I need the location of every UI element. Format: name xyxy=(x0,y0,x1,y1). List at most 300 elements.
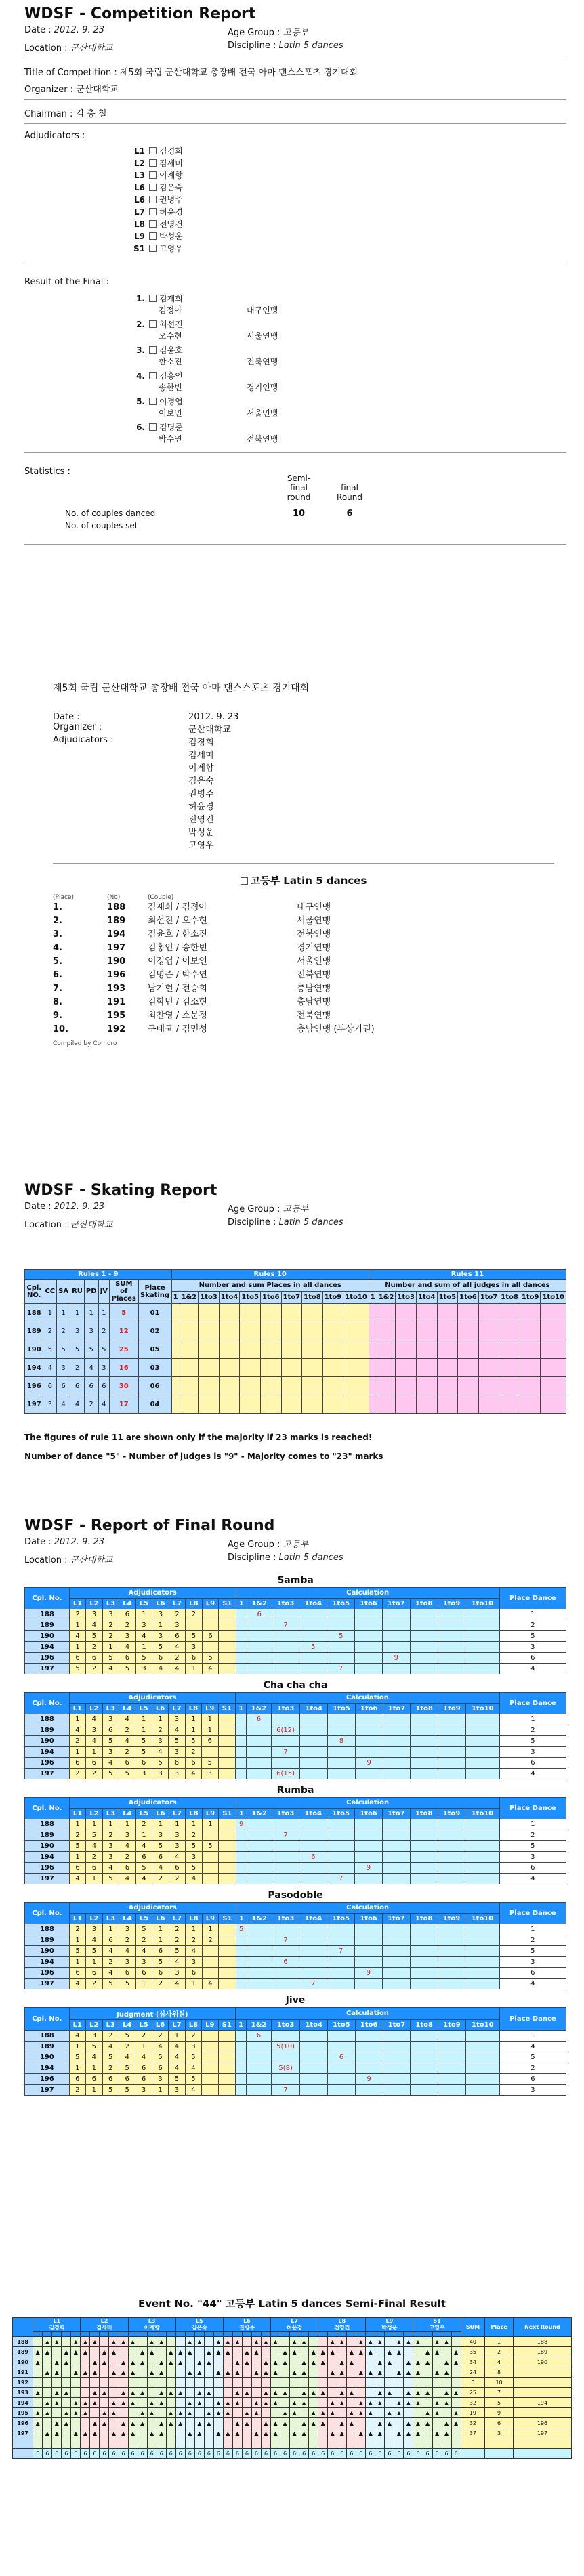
mark-icon xyxy=(100,2398,109,2408)
judge-mark: 4 xyxy=(202,1979,218,1989)
table-row xyxy=(25,1924,566,1935)
mark-icon xyxy=(71,2378,81,2388)
square-icon xyxy=(149,245,157,252)
result-club: 서울연맹 xyxy=(247,408,278,418)
mark-icon xyxy=(366,2388,375,2398)
calc-cell xyxy=(240,1377,261,1395)
mark-count: 6 xyxy=(223,2449,232,2459)
judge-mark: 6 xyxy=(119,2074,135,2085)
judge-header: S1 xyxy=(219,1599,236,1609)
calc-col-header: 1 xyxy=(171,1292,180,1304)
place-value: 2 xyxy=(485,2347,514,2357)
mark-icon: ▲ xyxy=(157,2337,166,2347)
table-row xyxy=(25,1620,566,1631)
judge-mark: 3 xyxy=(186,1852,202,1863)
mark-icon: ▲ xyxy=(213,2408,223,2418)
judge-mark: 4 xyxy=(102,1664,119,1674)
calc-value xyxy=(236,1841,247,1852)
mark-icon xyxy=(242,2378,251,2388)
judge-mark: 3 xyxy=(169,1841,185,1852)
mark-icon: ▲ xyxy=(394,2428,404,2438)
calc-value xyxy=(236,1874,247,1884)
mark-icon: ▲ xyxy=(242,2347,251,2357)
calc-value xyxy=(272,1609,299,1620)
mark-icon xyxy=(261,2378,270,2388)
organizer xyxy=(24,82,566,95)
calc-cell xyxy=(369,1395,377,1414)
mark-icon xyxy=(52,2378,62,2388)
calc-header: 1to5 xyxy=(327,1914,355,1924)
calc-value xyxy=(411,2063,438,2074)
mark-icon xyxy=(280,2428,290,2438)
cpl-header: Cpl. No. xyxy=(25,1588,70,1609)
cpl-header: Cpl. No. xyxy=(25,1693,70,1714)
calc-value xyxy=(465,2074,499,2085)
dance-place: 4 xyxy=(84,1359,98,1377)
calc-header: 1to6 xyxy=(355,1809,383,1819)
result-male: 최선진 xyxy=(159,320,183,329)
place-dance: 6 xyxy=(499,1653,566,1664)
statistics xyxy=(24,467,566,548)
adjudicator-item xyxy=(126,230,566,242)
mark-icon: ▲ xyxy=(119,2388,128,2398)
mark-count: 6 xyxy=(309,2449,318,2459)
summary-couple: 김재희 / 김정아 xyxy=(148,902,207,912)
mark-icon: ▲ xyxy=(194,2418,204,2428)
judge-mark: 6 xyxy=(119,1653,135,1664)
mark-icon xyxy=(309,2438,318,2449)
mark-icon xyxy=(138,2438,147,2449)
judge-header: L9 xyxy=(202,1704,218,1714)
dance-place: 3 xyxy=(70,1322,85,1340)
judge-mark xyxy=(218,1747,236,1758)
mark-icon: ▲ xyxy=(194,2367,204,2378)
judge-mark: 1 xyxy=(135,2042,152,2052)
mark-icon xyxy=(43,2388,52,2398)
calc-cell xyxy=(458,1359,479,1377)
summary-adjudicator: 박성운 xyxy=(188,828,214,838)
cpl-no: 189 xyxy=(13,2347,33,2357)
calc-value xyxy=(236,2074,247,2085)
table-row xyxy=(25,1714,566,1725)
calc-value xyxy=(465,1874,499,1884)
calc-cell xyxy=(520,1395,541,1414)
calc-value xyxy=(382,1957,410,1968)
mark-icon: ▲ xyxy=(52,2418,62,2428)
judge-mark: 4 xyxy=(86,1935,102,1946)
cpl-no: 197 xyxy=(25,1395,43,1414)
summary-row xyxy=(53,1009,554,1023)
calc-cell xyxy=(219,1395,240,1414)
mark-icon: ▲ xyxy=(138,2388,147,2398)
final-meta-2 xyxy=(24,1553,566,1565)
judge-mark: 5 xyxy=(169,1736,185,1747)
calc-value xyxy=(271,1758,299,1769)
calc-value xyxy=(410,1830,438,1841)
calc-value xyxy=(300,1736,328,1747)
calc-value xyxy=(236,1979,247,1989)
calc-cell xyxy=(199,1340,220,1359)
adjudicator-name: 권병주 xyxy=(159,195,183,205)
square-icon xyxy=(149,208,157,215)
calc-col-header: 1to10 xyxy=(343,1292,369,1304)
mark-icon: ▲ xyxy=(90,2398,100,2408)
judge-mark: 1 xyxy=(102,1642,119,1653)
table-row xyxy=(13,2438,572,2449)
calc-value xyxy=(465,1924,499,1935)
place-value: 5 xyxy=(485,2398,514,2408)
judge-mark: 4 xyxy=(169,1979,185,1989)
square-icon xyxy=(149,372,157,379)
summary-adjudicator: 고영우 xyxy=(188,841,214,851)
mark-icon xyxy=(147,2418,157,2428)
calc-value xyxy=(236,1747,247,1758)
calc-col-header: 1to3 xyxy=(199,1292,220,1304)
title-of-competition xyxy=(24,65,566,78)
mark-icon: ▲ xyxy=(109,2347,119,2357)
mark-icon xyxy=(71,2418,81,2428)
calc-value xyxy=(465,1935,499,1946)
place-value: 3 xyxy=(485,2428,514,2438)
judge-mark xyxy=(202,1747,218,1758)
mark-icon: ▲ xyxy=(81,2347,90,2357)
spacer xyxy=(126,356,159,367)
judge-mark: 6 xyxy=(119,1609,135,1620)
judge-mark: 5 xyxy=(102,1874,119,1884)
calc-value xyxy=(355,1664,383,1674)
mark-icon xyxy=(290,2378,299,2388)
mark-icon: ▲ xyxy=(43,2347,52,2357)
summary-club: 서울연맹 xyxy=(297,916,331,926)
calc-cell xyxy=(478,1395,499,1414)
judge-header: L9 xyxy=(202,1599,218,1609)
judge-mark: 2 xyxy=(185,2031,201,2042)
mark-count: 6 xyxy=(43,2449,52,2459)
judge-header: L5 xyxy=(135,1599,152,1609)
dance-col-header: PD xyxy=(84,1280,98,1304)
dance-sub-header xyxy=(100,2332,109,2337)
mark-icon xyxy=(366,2418,375,2428)
sum-places: 17 xyxy=(110,1395,138,1414)
mark-count: 6 xyxy=(251,2449,261,2459)
mark-icon: ▲ xyxy=(223,2408,232,2418)
cpl-no xyxy=(13,2438,33,2449)
discipline-label: Discipline : xyxy=(228,41,276,51)
judge-mark: 6 xyxy=(102,1935,119,1946)
judge-mark xyxy=(202,1968,218,1979)
place-dance: 6 xyxy=(499,2074,566,2085)
mark-icon xyxy=(175,2378,185,2388)
calc-value xyxy=(271,2074,299,2085)
calc-value xyxy=(411,1769,438,1779)
mark-icon: ▲ xyxy=(432,2347,442,2357)
calc-value xyxy=(383,1714,411,1725)
calc-value xyxy=(438,2052,466,2063)
mark-icon: ▲ xyxy=(375,2388,385,2398)
calc-value: 8 xyxy=(328,1736,356,1747)
mark-icon: ▲ xyxy=(232,2337,242,2347)
result-line-1 xyxy=(126,370,566,381)
mark-count: 6 xyxy=(385,2449,394,2459)
mark-icon: ▲ xyxy=(71,2347,81,2357)
mark-icon xyxy=(52,2347,62,2357)
mark-icon: ▲ xyxy=(100,2347,109,2357)
calc-value xyxy=(272,1968,299,1979)
calc-value xyxy=(328,1769,356,1779)
calc-cell xyxy=(322,1377,343,1395)
dance-place: 6 xyxy=(84,1377,98,1395)
result-line-1 xyxy=(126,396,566,407)
judge-mark xyxy=(202,2031,218,2042)
mark-icon: ▲ xyxy=(52,2428,62,2438)
mark-icon xyxy=(337,2378,347,2388)
judge-mark: 4 xyxy=(185,2085,201,2096)
dance-place: 3 xyxy=(57,1359,70,1377)
mark-count: 6 xyxy=(271,2449,280,2459)
judge-mark: 5 xyxy=(102,2052,119,2063)
judge-mark: 3 xyxy=(135,2085,152,2096)
judge-header: L6 xyxy=(152,1809,169,1819)
place-dance: 1 xyxy=(499,1714,566,1725)
mark-icon xyxy=(157,2347,166,2357)
calc-cell xyxy=(240,1359,261,1377)
judge-mark: 2 xyxy=(152,2031,168,2042)
mark-icon: ▲ xyxy=(366,2408,375,2418)
calc-value xyxy=(236,1758,247,1769)
mark-icon: ▲ xyxy=(71,2398,81,2408)
adjudicator-code: L6 xyxy=(134,195,145,205)
mark-icon xyxy=(166,2438,175,2449)
summary-header xyxy=(53,894,554,901)
mark-icon xyxy=(309,2337,318,2347)
judge-mark: 5 xyxy=(102,2085,119,2096)
calc-value xyxy=(299,1653,327,1664)
mark-icon: ▲ xyxy=(328,2398,337,2408)
judge-mark: 2 xyxy=(119,1935,135,1946)
mark-icon xyxy=(100,2378,109,2388)
mark-icon xyxy=(52,2438,62,2449)
calc-cell xyxy=(499,1304,520,1322)
mark-icon: ▲ xyxy=(138,2357,147,2367)
summary-sheet xyxy=(53,681,554,1047)
mark-icon xyxy=(347,2428,356,2438)
mark-icon xyxy=(223,2378,232,2388)
mark-count: 6 xyxy=(52,2449,62,2459)
judge-mark xyxy=(202,2085,218,2096)
dance-sub-header xyxy=(328,2332,337,2337)
judge-mark: 2 xyxy=(169,1874,185,1884)
mark-icon xyxy=(299,2347,309,2357)
sum-value: 25 xyxy=(461,2388,485,2398)
summary-place: 1. xyxy=(53,902,62,912)
calc-value xyxy=(300,2074,328,2085)
final-round-title: WDSF - Report of Final Round xyxy=(24,1517,275,1534)
judge-mark: 4 xyxy=(102,1968,119,1979)
mark-icon xyxy=(204,2378,213,2388)
judge-mark: 6 xyxy=(186,1653,202,1664)
header-row xyxy=(13,2318,572,2332)
rule-10-header: Rules 10 xyxy=(171,1270,369,1280)
mark-icon: ▲ xyxy=(119,2418,128,2428)
judge-header: S1 xyxy=(218,1704,236,1714)
table-row xyxy=(25,1863,566,1874)
report-title: WDSF - Competition Report xyxy=(24,5,256,22)
adjudicators-header: Adjudicators xyxy=(69,1588,236,1599)
header-row xyxy=(25,2008,566,2020)
judge-mark: 5 xyxy=(202,1841,218,1852)
calc-value xyxy=(355,1653,383,1664)
mark-icon: ▲ xyxy=(109,2337,119,2347)
calc-value xyxy=(438,1979,465,1989)
cpl-no: 190 xyxy=(25,2052,70,2063)
calc-value xyxy=(355,1631,383,1642)
judge-mark: 1 xyxy=(202,1725,218,1736)
table-row xyxy=(13,2367,572,2378)
mark-icon xyxy=(299,2408,309,2418)
mark-icon xyxy=(194,2378,204,2388)
skating-discipline: Latin 5 dances xyxy=(278,1217,343,1227)
calc-cell xyxy=(180,1340,199,1359)
result-item xyxy=(126,344,566,367)
mark-icon xyxy=(271,2438,280,2449)
mark-icon xyxy=(185,2418,194,2428)
mark-count: 6 xyxy=(299,2449,309,2459)
judge-code: L7 xyxy=(291,2318,298,2324)
mark-icon: ▲ xyxy=(232,2357,242,2367)
calc-value xyxy=(465,2052,499,2063)
dance-sub-header xyxy=(261,2332,270,2337)
calc-cell xyxy=(343,1340,369,1359)
judge-mark: 6 xyxy=(86,1968,102,1979)
dance-table xyxy=(24,2007,566,2096)
summary-no: 190 xyxy=(107,956,126,967)
mark-icon xyxy=(138,2337,147,2347)
summary-row xyxy=(53,901,554,914)
spacer xyxy=(126,433,159,444)
judge-mark: 4 xyxy=(86,2052,102,2063)
summary-row xyxy=(53,928,554,942)
dance-sub-header xyxy=(366,2332,375,2337)
judge-name: 전영건 xyxy=(334,2325,350,2331)
mark-icon: ▲ xyxy=(328,2408,337,2418)
adjudicator-list xyxy=(126,145,566,255)
dance-col-header: CC xyxy=(43,1280,57,1304)
calc-cell xyxy=(458,1377,479,1395)
calc-value: 7 xyxy=(299,1979,327,1989)
mark-icon xyxy=(109,2378,119,2388)
summary-club: 충남연맹 (부상기권) xyxy=(297,1024,375,1034)
mark-icon: ▲ xyxy=(157,2388,166,2398)
date-value: 2012. 9. 23 xyxy=(54,25,105,35)
judge-header: L3 xyxy=(102,1599,119,1609)
calc-value xyxy=(410,1852,438,1863)
skating-age: 고등부 xyxy=(283,1204,309,1215)
mark-icon: ▲ xyxy=(128,2367,138,2378)
calc-cell xyxy=(260,1377,281,1395)
mark-icon xyxy=(366,2378,375,2388)
calc-cell xyxy=(260,1395,281,1414)
judge-mark: 2 xyxy=(135,1819,152,1830)
judge-mark: 2 xyxy=(119,1725,135,1736)
mark-icon xyxy=(43,2378,52,2388)
judge-mark: 5 xyxy=(86,1631,102,1642)
calc-value xyxy=(438,1736,466,1747)
judge-mark: 3 xyxy=(86,1924,102,1935)
calc-cell xyxy=(396,1304,417,1322)
judge-mark: 5 xyxy=(102,1769,119,1779)
dance-place: 1 xyxy=(57,1304,70,1322)
calc-header: 1to4 xyxy=(300,2020,328,2031)
cpl-no: 196 xyxy=(25,1863,70,1874)
mark-icon: ▲ xyxy=(81,2428,90,2438)
calc-cell xyxy=(541,1322,566,1340)
mark-count: 6 xyxy=(290,2449,299,2459)
mark-icon: ▲ xyxy=(223,2428,232,2438)
mark-icon: ▲ xyxy=(366,2337,375,2347)
calc-cell xyxy=(541,1304,566,1322)
mark-icon: ▲ xyxy=(280,2388,290,2398)
calc-header: 1&2 xyxy=(247,1704,272,1714)
judge-mark: 4 xyxy=(169,2052,185,2063)
dance-sub-header xyxy=(451,2332,461,2337)
judge-mark: 6 xyxy=(135,1852,152,1863)
mark-icon xyxy=(299,2378,309,2388)
mark-icon: ▲ xyxy=(413,2428,423,2438)
calc-cell xyxy=(396,1359,417,1377)
mark-icon xyxy=(138,2428,147,2438)
calc-value xyxy=(236,1631,247,1642)
judge-name: 고영우 xyxy=(429,2325,445,2331)
mark-icon xyxy=(204,2367,213,2378)
dance-sub-header xyxy=(204,2332,213,2337)
mark-icon: ▲ xyxy=(175,2418,185,2428)
table-row xyxy=(25,1758,566,1769)
mark-icon xyxy=(375,2347,385,2357)
calc-col-header: 1&2 xyxy=(377,1292,396,1304)
judge-mark: 2 xyxy=(152,1725,168,1736)
judge-mark: 1 xyxy=(119,1819,135,1830)
mark-icon xyxy=(138,2378,147,2388)
judge-mark: 5 xyxy=(119,2031,135,2042)
mark-icon: ▲ xyxy=(204,2347,213,2357)
table-row xyxy=(25,1395,566,1414)
mark-icon: ▲ xyxy=(43,2337,52,2347)
mark-icon xyxy=(328,2388,337,2398)
calc-cell xyxy=(343,1322,369,1340)
judge-mark xyxy=(202,1642,218,1653)
calc-value: 5 xyxy=(236,1924,247,1935)
mark-icon: ▲ xyxy=(423,2418,432,2428)
judge-mark: 3 xyxy=(119,1830,135,1841)
mark-icon: ▲ xyxy=(451,2408,461,2418)
calc-value xyxy=(410,1874,438,1884)
calc-col-header: 1&2 xyxy=(180,1292,199,1304)
adjudicator-name: 김경희 xyxy=(159,146,183,156)
calc-col-header: 1to6 xyxy=(260,1292,281,1304)
summary-date-label: Date : xyxy=(53,712,80,722)
mark-icon: ▲ xyxy=(318,2347,328,2357)
place-dance: 5 xyxy=(499,1946,566,1957)
cpl-no: 197 xyxy=(25,2085,70,2096)
square-icon xyxy=(149,320,157,328)
calc-col-header: 1to8 xyxy=(499,1292,520,1304)
place-dance: 2 xyxy=(499,1725,566,1736)
mark-icon xyxy=(109,2438,119,2449)
judge-header: L9 xyxy=(202,1809,218,1819)
mark-icon xyxy=(375,2378,385,2388)
judge-mark: 4 xyxy=(69,1631,85,1642)
mark-icon: ▲ xyxy=(442,2337,451,2347)
